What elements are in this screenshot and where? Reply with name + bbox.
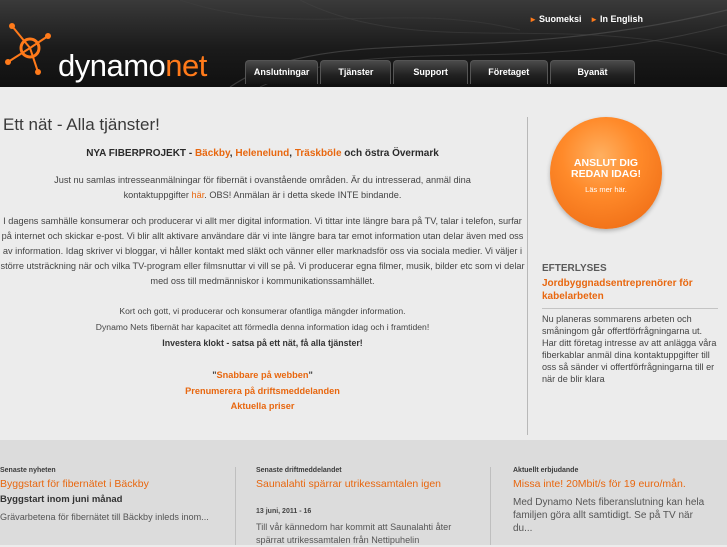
badge-read-more: Läs mer här. [585, 185, 627, 194]
register-here-link[interactable]: här [191, 190, 205, 200]
nav-tab-foretaget[interactable]: Företaget [470, 60, 548, 84]
column-divider [527, 117, 528, 435]
logo-text-dynamo: dynamo [58, 48, 166, 83]
badge-line-1: ANSLUT DIG [573, 157, 639, 169]
body-paragraph-3: Dynamo Nets fibernät har kapacitet att förmedla denna information idag och i framtiden! [95, 322, 430, 332]
offer-teaser [513, 440, 723, 545]
offer-excerpt: Med Dynamo Nets fiberanslutning kan hela familjen göra allt samtidigt. Se på TV när du... [513, 497, 705, 534]
intro-text-before: Just nu samlas intresseanmälningar för fibernät i ovanstående områden. Är du intresserad, anmäl dina kontaktuppgifter [54, 175, 471, 200]
sidebar-subtitle-link[interactable]: Jordbyggnadsentreprenörer för kabelarbeten [542, 278, 693, 302]
link-aktuella-priser[interactable]: Aktuella priser [230, 401, 295, 411]
join-today-badge[interactable] [550, 117, 662, 229]
ops-date: 13 juni, 2011 - 16 [256, 508, 312, 515]
project-area-helenelund: Helenelund [235, 148, 290, 159]
project-prefix: NYA FIBERPROJEKT - [86, 148, 195, 159]
logo-wordmark [58, 48, 207, 84]
sidebar-divider [542, 308, 718, 309]
quote-mark: " [308, 370, 313, 380]
ops-headline-link[interactable]: Saunalahti spärrar utrikessamtalen igen [256, 478, 442, 490]
fiber-project-heading [0, 148, 525, 159]
ops-label: Senaste driftmeddelandet [256, 467, 342, 474]
body-paragraph-2: Kort och gott, vi producerar och konsumerar ofantliga mängder information. [119, 306, 406, 316]
badge-line-2: REDAN IDAG! [571, 168, 641, 180]
nav-tab-tjanster[interactable]: Tjänster [320, 60, 391, 84]
quote-mark: " [212, 370, 217, 380]
project-sep: , [229, 148, 236, 159]
news-label: Senaste nyheten [0, 467, 56, 474]
link-prenumerera[interactable]: Prenumerera på driftsmeddelanden [185, 385, 340, 396]
invest-slogan: Investera klokt - satsa på ett nät, få alla tjänster! [162, 338, 363, 348]
sidebar-text: Nu planeras sommarens arbeten och småningom går offertförfrågningarna ut. Har ditt företag intresse av att anlägga våra fiberkablar anmäl dina kontaktuppgifter till oss så sänder vi offertförfrågningarna till er när de blir klara [542, 314, 717, 384]
link-snabbare-label: Snabbare på webben [216, 370, 309, 380]
page-title: Ett nät - Alla tjänster! [3, 115, 160, 134]
intro-paragraph [0, 173, 525, 203]
news-excerpt: Grävarbetena för fibernätet till Bäckby inleds inom... [0, 512, 209, 522]
nav-tab-support[interactable]: Support [393, 60, 467, 84]
nav-tab-byanat[interactable]: Byanät [550, 60, 635, 84]
offer-label: Aktuellt erbjudande [513, 467, 579, 474]
sidebar-title: EFTERLYSES [542, 263, 607, 274]
news-headline-link[interactable]: Byggstart för fibernätet i Bäckby [0, 478, 149, 490]
lang-english-link[interactable]: In English [599, 14, 643, 24]
ops-teaser [256, 440, 478, 545]
logo[interactable] [2, 20, 222, 83]
project-area-backby: Bäckby [194, 148, 230, 159]
ops-excerpt: Till vår kännedom har kommit att Saunalahti åter spärrat utrikessamtalen från Nettipuhelin [256, 522, 452, 545]
project-suffix: och östra Övermark [341, 148, 439, 159]
language-switcher [523, 14, 643, 24]
arrow-right-icon: ► [529, 15, 538, 24]
footer-teasers [0, 440, 727, 545]
dynamonet-logo-icon [2, 20, 58, 78]
column-separator [235, 467, 236, 545]
site-header [0, 0, 727, 87]
project-sep: , [289, 148, 295, 159]
badge-headline [550, 158, 662, 180]
news-teaser [0, 440, 228, 545]
main-content [0, 87, 525, 440]
arrow-right-icon: ► [590, 15, 598, 24]
body-paragraph: I dagens samhälle konsumerar och producerar vi allt mer digital information. Vi tittar inte längre bara på TV, talar i telefon, surfar på internet och skickar e-post. Vi blir allt aktivare användare där vi inte längre bara tar emot information utan delar även med oss av information. Idag skriver vi bloggar, vi håller kontakt med släkt och vänner eller marknadsför oss via sociala medier. Vi väljer i större utsträckning när och vilka TV-program eller filmsnuttar vi vill se på. Vi producerar egna filmer, musik, bilder etc som vi delar med oss till medmänniskor i kommunikationssamhället. [0, 216, 525, 286]
project-area-traskbole: Träskböle [294, 148, 342, 159]
logo-text-net: net [165, 48, 207, 83]
offer-headline-link[interactable]: Missa inte! 20Mbit/s för 19 euro/mån. [513, 478, 686, 490]
link-snabbare-pa-webben[interactable] [0, 368, 525, 384]
main-nav [245, 60, 637, 84]
nav-tab-anslutningar[interactable]: Anslutningar [245, 60, 318, 84]
lang-finnish-link[interactable]: Suomeksi [539, 14, 582, 24]
news-subheading: Byggstart inom juni månad [0, 494, 123, 505]
quick-links [0, 368, 525, 415]
intro-text-after: . OBS! Anmälan är i detta skede INTE bindande. [204, 190, 402, 200]
column-separator [490, 467, 491, 545]
